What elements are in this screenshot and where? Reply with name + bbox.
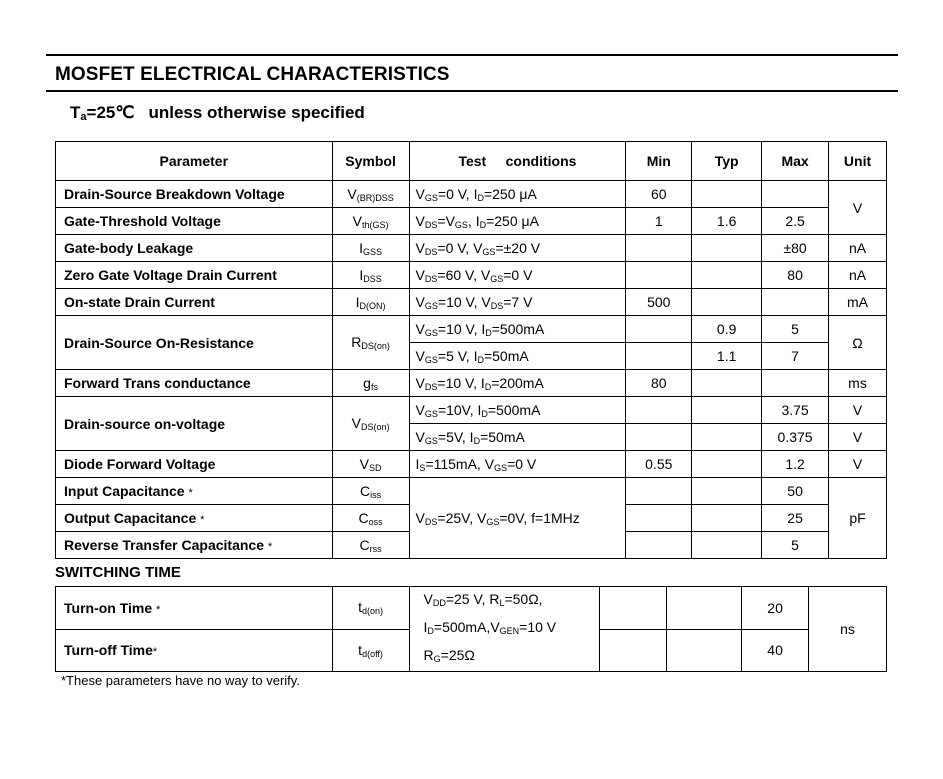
test-condition-cell: $V_{GS}=5V$, $I_D=50mA$ — [409, 424, 626, 451]
max-cell: 0.375 — [762, 424, 829, 451]
footnote: *These parameters have no way to verify. — [61, 673, 300, 688]
test-condition-cell: $V_{DS}=60$ V, $V_{GS}=0$ V — [409, 262, 626, 289]
min-cell: 0.55 — [626, 451, 692, 478]
typ-cell — [667, 629, 742, 672]
test-condition-cell: $V_{DS}=0$ V, $V_{GS}=\pm 20$ V — [409, 235, 626, 262]
test-condition-cell: $V_{GS}=10$ V, $V_{DS}=7$ V — [409, 289, 626, 316]
temperature-condition — [70, 103, 365, 123]
test-condition-cell: $V_{DS}=10$ V, $I_D=200mA$ — [409, 370, 626, 397]
table-row — [56, 262, 887, 289]
symbol-cell — [332, 587, 409, 630]
test-condition-cell: $V_{GS}=10V$, $I_D=500mA$ — [409, 397, 626, 424]
min-cell — [626, 316, 692, 343]
page-title: MOSFET ELECTRICAL CHARACTERISTICS — [55, 64, 450, 85]
max-cell: 1.2 — [762, 451, 829, 478]
param-cell — [56, 587, 333, 630]
unit-cell: pF — [829, 478, 887, 559]
header-min: Min — [626, 142, 692, 181]
max-cell — [762, 289, 829, 316]
footnote-star: * — [200, 514, 205, 526]
symbol-sub: DSS — [363, 273, 382, 284]
param-cell: Drain-source on-voltage — [56, 397, 333, 451]
min-cell — [626, 532, 692, 559]
symbol-main: V — [352, 212, 362, 229]
typ-cell — [692, 505, 762, 532]
typ-cell — [667, 587, 742, 630]
symbol-main: t — [358, 599, 362, 616]
switch-cond-line: $R_G=25\Omega$ — [423, 647, 475, 664]
max-cell: 3.75 — [762, 397, 829, 424]
min-cell — [600, 587, 667, 630]
symbol-main: V — [351, 415, 361, 431]
symbol-sub: d(off) — [362, 648, 383, 659]
min-cell: 1 — [626, 208, 692, 235]
param-cell: Forward Trans conductance — [56, 370, 333, 397]
symbol-main: I — [359, 266, 364, 283]
condition-text: unless otherwise specified — [148, 103, 365, 122]
symbol-main: V — [347, 185, 357, 202]
unit-cell: Ω — [829, 316, 887, 370]
temp-symbol-sub: a — [80, 111, 87, 123]
symbol-sub: fs — [370, 381, 378, 392]
unit-cell: V — [829, 397, 887, 424]
table-row — [56, 181, 887, 208]
typ-cell: 1.1 — [692, 343, 762, 370]
temp-symbol: T — [70, 103, 81, 122]
unit-cell: mA — [829, 289, 887, 316]
symbol-cell — [332, 289, 409, 316]
test-condition-cell: $V_{DS}=V_{GS}$, $I_D=250$ μA — [409, 208, 626, 235]
max-cell: 2.5 — [762, 208, 829, 235]
min-cell: 80 — [626, 370, 692, 397]
header-parameter: Parameter — [56, 142, 333, 181]
max-cell: 50 — [762, 478, 829, 505]
param-cell: Gate-body Leakage — [56, 235, 333, 262]
max-cell: 7 — [762, 343, 829, 370]
header-symbol: Symbol — [332, 142, 409, 181]
symbol-cell — [332, 629, 409, 672]
header-typ: Typ — [692, 142, 762, 181]
table-row — [56, 478, 887, 505]
test-condition-cell: $I_S=115mA$, $V_{GS}=0$ V — [409, 451, 626, 478]
unit-cell: V — [829, 181, 887, 235]
symbol-sub: SD — [368, 462, 382, 473]
min-cell — [626, 424, 692, 451]
symbol-cell — [332, 181, 409, 208]
min-cell: 60 — [626, 181, 692, 208]
min-cell — [626, 343, 692, 370]
typ-cell: 0.9 — [692, 316, 762, 343]
header-row — [56, 142, 887, 181]
symbol-main: V — [359, 455, 369, 472]
max-cell — [762, 181, 829, 208]
param-cell — [56, 505, 333, 532]
max-cell: 80 — [762, 262, 829, 289]
min-cell — [626, 262, 692, 289]
symbol-sub: DS(on) — [361, 341, 390, 351]
symbol-cell — [332, 397, 409, 451]
symbol-main: g — [363, 374, 371, 391]
typ-cell — [692, 478, 762, 505]
symbol-main: I — [359, 239, 363, 256]
unit-cell: ns — [809, 587, 887, 672]
symbol-cell — [332, 451, 409, 478]
switch-cond-line: $V_{DD}=25$ V, $R_L=50\Omega$, — [423, 591, 543, 608]
symbol-sub: DS(on) — [360, 422, 390, 432]
max-cell: 5 — [762, 532, 829, 559]
symbol-cell — [332, 478, 409, 505]
footnote-star: * — [188, 487, 193, 499]
min-cell — [626, 397, 692, 424]
unit-cell: nA — [829, 235, 887, 262]
typ-cell — [692, 424, 762, 451]
symbol-main: t — [358, 641, 363, 658]
symbol-main: C — [359, 536, 370, 553]
characteristics-table — [55, 141, 887, 559]
switching-time-heading: SWITCHING TIME — [55, 564, 181, 581]
temp-value: =25℃ — [86, 103, 135, 122]
typ-cell — [692, 370, 762, 397]
min-cell — [600, 629, 667, 672]
symbol-cell — [332, 235, 409, 262]
symbol-cell — [332, 370, 409, 397]
typ-cell — [692, 397, 762, 424]
symbol-cell — [332, 316, 409, 370]
table-row — [56, 397, 887, 424]
param-cell: Drain-Source Breakdown Voltage — [56, 181, 333, 208]
top-rule — [46, 54, 898, 56]
symbol-sub: d(on) — [361, 606, 383, 617]
test-condition-cell: $V_{GS}=0$ V, $I_D=250$ μA — [409, 181, 626, 208]
param-label: Reverse Transfer Capacitance — [64, 537, 264, 553]
table-row — [56, 451, 887, 478]
symbol-cell — [332, 505, 409, 532]
footnote-star: * — [267, 541, 273, 553]
table-row — [56, 235, 887, 262]
symbol-sub: rss — [369, 543, 382, 554]
unit-cell: ms — [829, 370, 887, 397]
switching-table — [55, 586, 887, 672]
symbol-main: C — [360, 482, 371, 499]
symbol-main: I — [355, 293, 360, 310]
header-unit: Unit — [829, 142, 887, 181]
table-row — [56, 208, 887, 235]
min-cell — [626, 505, 692, 532]
table-row — [56, 289, 887, 316]
symbol-sub: D(ON) — [359, 300, 386, 311]
max-cell: 5 — [762, 316, 829, 343]
max-cell — [762, 370, 829, 397]
switch-cond-line: $I_D=500mA,V_{GEN}=10$ V — [423, 619, 557, 636]
symbol-main: C — [358, 509, 369, 526]
param-cell — [56, 532, 333, 559]
typ-cell — [692, 262, 762, 289]
header-max: Max — [762, 142, 829, 181]
param-label: Turn-off Time — [64, 642, 153, 659]
symbol-cell — [332, 262, 409, 289]
min-cell: 500 — [626, 289, 692, 316]
max-cell: 40 — [742, 629, 809, 672]
param-cell: On-state Drain Current — [56, 289, 333, 316]
symbol-sub: GSS — [363, 246, 383, 257]
max-cell: ±80 — [762, 235, 829, 262]
test-condition-cell: $V_{GS}=10$ V, $I_D=500mA$ — [409, 316, 626, 343]
typ-cell — [692, 532, 762, 559]
title-underline — [46, 90, 898, 92]
param-cell: Gate-Threshold Voltage — [56, 208, 333, 235]
symbol-sub: oss — [368, 516, 383, 527]
unit-cell: nA — [829, 262, 887, 289]
typ-cell: 1.6 — [692, 208, 762, 235]
symbol-sub: th(GS) — [361, 219, 389, 230]
min-cell — [626, 478, 692, 505]
param-cell: Diode Forward Voltage — [56, 451, 333, 478]
typ-cell — [692, 451, 762, 478]
unit-cell: V — [829, 424, 887, 451]
typ-cell — [692, 181, 762, 208]
test-condition-cell — [409, 587, 600, 672]
unit-cell: V — [829, 451, 887, 478]
table-row — [56, 587, 887, 630]
test-condition-cell: $V_{GS}=5$ V, $I_D=50mA$ — [409, 343, 626, 370]
param-cell: Zero Gate Voltage Drain Current — [56, 262, 333, 289]
typ-cell — [692, 235, 762, 262]
table-row — [56, 316, 887, 343]
max-cell: 20 — [742, 587, 809, 630]
header-test-conditions: Test conditions — [409, 142, 626, 181]
param-label: Turn-on Time — [64, 599, 153, 616]
typ-cell — [692, 289, 762, 316]
param-label: Output Capacitance — [64, 510, 197, 526]
min-cell — [626, 235, 692, 262]
test-condition-cell: $V_{DS}=25V$, $V_{GS}=0V$, f=1MHz — [409, 478, 626, 559]
symbol-sub: (BR)DSS — [356, 192, 394, 203]
param-cell — [56, 629, 333, 672]
param-cell — [56, 478, 333, 505]
max-cell: 25 — [762, 505, 829, 532]
symbol-cell — [332, 208, 409, 235]
symbol-main: R — [351, 334, 362, 350]
symbol-cell — [332, 532, 409, 559]
param-cell: Drain-Source On-Resistance — [56, 316, 333, 370]
table-row — [56, 370, 887, 397]
footnote-star: * — [152, 646, 158, 659]
symbol-sub: iss — [370, 489, 382, 500]
param-label: Input Capacitance — [64, 483, 185, 499]
footnote-star: * — [156, 603, 161, 616]
